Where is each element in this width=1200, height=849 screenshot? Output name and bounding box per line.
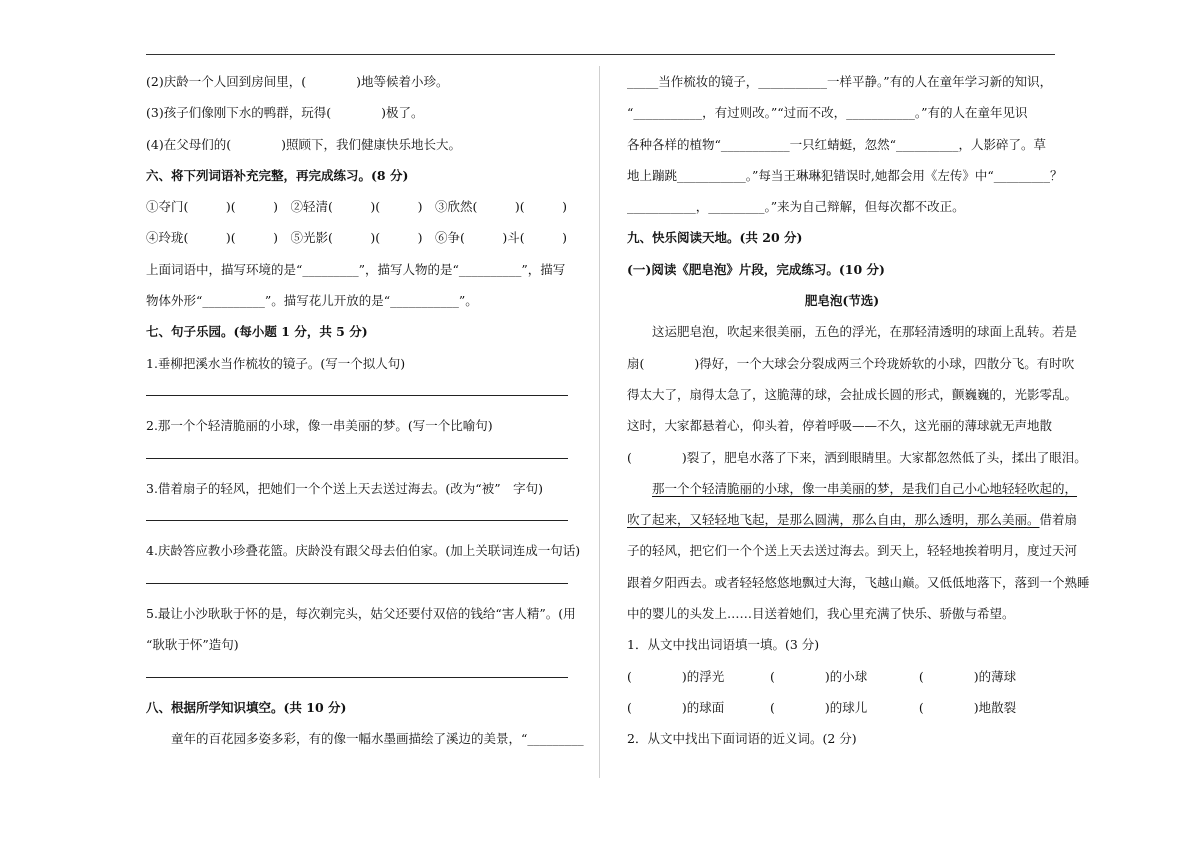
passage-line: 中的婴儿的头发上……目送着她们，我心里充满了快乐、骄傲与希望。 — [627, 606, 1015, 622]
left-column — [146, 66, 584, 755]
section-7-question-4: 4.庆龄答应教小珍叠花篮。庆龄没有跟父母去伯伯家。(加上关联词连成一句话) — [146, 543, 581, 559]
section-6-line: ①夺门( )( ) ②轻清( )( ) ③欣然( )( ) — [146, 199, 568, 215]
blank-item: ( )的球面 — [627, 699, 725, 715]
underlined-sentence: 吹了起来，又轻轻地飞起，是那么圆满，那么自由，那么透明，那么美丽。 — [627, 512, 1040, 528]
section-8-line: _____当作梳妆的镜子，___________一样平静。”有的人在童年学习新的知识， — [627, 74, 1053, 89]
answer-line-4 — [146, 567, 574, 598]
passage-title: 肥皂泡(节选) — [804, 293, 880, 309]
passage-line: 子的轻风，把它们一个个送上天去送过海去。到天上，轻轻地挨着明月，度过天河 — [627, 543, 1078, 559]
answer-line-3 — [146, 504, 574, 535]
passage-line: 跟着夕阳西去。或者轻轻悠悠地飘过大海，飞越山巅。又低低地落下，落到一个熟睡 — [627, 574, 1090, 590]
section-6-title: 六、将下列词语补充完整，再完成练习。(8 分) — [146, 167, 409, 183]
section-8-line: 各种各样的植物“___________一只红蜻蜓，忽然“__________，人影碎了。草 — [627, 136, 1047, 152]
fill-line-4: (4)在父母们的( )照顾下，我们健康快乐地长大。 — [146, 136, 461, 152]
passage-line: 这运肥皂泡，吹起来很美丽，五色的浮光，在那轻清透明的球面上乱转。若是 — [652, 324, 1078, 340]
section-7-question-1: 1.垂柳把溪水当作梳妆的镜子。(写一个拟人句) — [146, 355, 406, 371]
blank-item: ( )地散裂 — [918, 699, 1017, 715]
section-7-question-5-cont: “耿耿于怀”造句) — [146, 637, 239, 653]
section-8-line: “___________，有过则改。”“过而不改，___________。”有的人在童年见识 — [627, 105, 1028, 121]
section-6-line: 上面词语中，描写环境的是“_________”，描写人物的是“__________”，描写 — [146, 261, 566, 277]
section-7-question-5: 5.最让小沙耿耿于怀的是，每次剃完头，姑父还要付双倍的钱给“害人精”。(用 — [146, 606, 576, 622]
column-divider — [599, 66, 600, 778]
section-6-line: ④玲珑( )( ) ⑤光影( )( ) ⑥争( )斗( ) — [146, 230, 568, 246]
section-8-line-1: 童年的百花园多姿多彩，有的像一幅水墨画描绘了溪边的美景，“_________ — [171, 731, 584, 747]
underlined-sentence: 那一个个轻清脆丽的小球，像一串美丽的梦，是我们自己小心地轻轻吹起的， — [652, 480, 1078, 496]
fill-line-3: (3)孩子们像刚下水的鸭群，玩得( )极了。 — [146, 105, 424, 121]
section-8-line: 地上蹦跳___________。”每当王琳琳犯错误时,她都会用《左传》中“_________？ — [627, 167, 1063, 183]
passage-line: 扇( )得好，一个大球会分裂成两三个玲珑娇软的小球，四散分飞。有时吹 — [627, 355, 1075, 371]
section-8-line: ___________，_________。”来为自己辩解，但每次都不改正。 — [627, 199, 965, 215]
answer-line-1 — [146, 379, 574, 410]
answer-line-5 — [146, 661, 574, 692]
blank-item: ( )的小球 — [770, 668, 868, 684]
blank-item: ( )的球儿 — [770, 699, 868, 715]
passage-text: 借着扇 — [1039, 512, 1078, 528]
part-1-title: (一)阅读《肥皂泡》片段，完成练习。(10 分) — [627, 261, 885, 277]
answer-line-2 — [146, 442, 574, 473]
question-1-row-1 — [627, 661, 1057, 692]
passage-underlined-line — [627, 504, 1078, 535]
blank-item: ( )的薄球 — [918, 668, 1017, 684]
question-2-title: 2．从文中找出下面词语的近义词。(2 分) — [627, 731, 857, 747]
blank-item: ( )的浮光 — [627, 668, 725, 684]
right-column — [627, 66, 1090, 755]
section-7-question-3: 3.借着扇子的轻风，把她们一个个送上天去送过海去。(改为“被” 字句) — [146, 480, 543, 496]
passage-line: ( )裂了，肥皂水落了下来，洒到眼睛里。大家都忽然低了头，揉出了眼泪。 — [627, 449, 1087, 465]
passage-line: 这时，大家都悬着心，仰头着，停着呼吸——不久，这光丽的薄球就无声地散 — [627, 418, 1053, 434]
section-6-line: 物体外形“__________”。描写花儿开放的是“___________”。 — [146, 293, 478, 309]
question-1-row-2 — [627, 692, 1057, 723]
section-9-title: 九、快乐阅读天地。(共 20 分) — [627, 230, 803, 246]
header-rule — [146, 54, 1055, 55]
fill-line-2: (2)庆龄一个人回到房间里，( )地等候着小珍。 — [146, 74, 449, 89]
section-7-question-2: 2.那一个个轻清脆丽的小球，像一串美丽的梦。(写一个比喻句) — [146, 418, 493, 434]
section-8-title: 八、根据所学知识填空。(共 10 分) — [146, 699, 347, 715]
passage-line: 得太大了，扇得太急了，这脆薄的球，会扯成长圆的形式，颤巍巍的，光影零乱。 — [627, 386, 1078, 402]
section-7-title: 七、句子乐园。(每小题 1 分，共 5 分) — [146, 324, 368, 340]
question-1-title: 1．从文中找出词语填一填。(3 分) — [627, 637, 820, 653]
passage-underlined-line — [627, 473, 1078, 504]
